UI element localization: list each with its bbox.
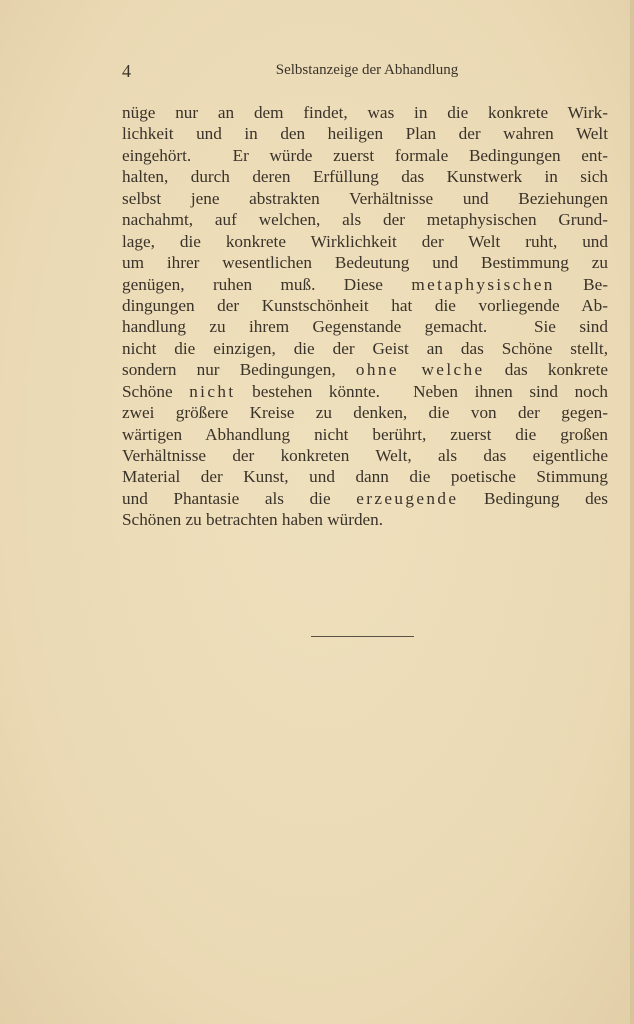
- text-line: [122, 166, 608, 187]
- text-line: [122, 466, 608, 487]
- page-number: 4: [122, 61, 131, 81]
- text-segment: zwei größere Kreise zu denken, die von der gegen-: [122, 403, 608, 423]
- text-segment: bestehen könnte. Neben ihnen sind noch: [235, 381, 608, 401]
- text-segment: selbst jene abstrakten Verhältnisse und Beziehungen: [122, 188, 608, 208]
- text-segment: Material der Kunst, und dann die poetische Stimmung: [122, 467, 608, 487]
- body-text: [122, 102, 608, 531]
- text-line: [122, 274, 608, 295]
- emphasized-text: erzeugende: [356, 488, 459, 508]
- text-line: [122, 338, 608, 359]
- text-segment: und Phantasie als die: [122, 488, 357, 508]
- text-line: [122, 509, 608, 530]
- text-segment: dingungen der Kunstschönheit hat die vorliegende Ab-: [122, 295, 608, 315]
- text-line: [122, 231, 608, 252]
- text-line: [122, 295, 608, 316]
- text-line: [122, 209, 608, 230]
- text-segment: halten, durch deren Erfüllung das Kunstwerk in sich: [122, 167, 608, 187]
- text-segment: sondern nur Bedingungen,: [122, 360, 356, 380]
- text-segment: lage, die konkrete Wirklichkeit der Welt ruht, und: [122, 231, 608, 251]
- emphasized-text: metaphysischen: [411, 274, 555, 294]
- text-segment: Schöne: [122, 381, 190, 401]
- text-line: [122, 424, 608, 445]
- text-line: [122, 316, 608, 337]
- text-line: [122, 359, 608, 380]
- emphasized-text: nicht: [189, 381, 236, 401]
- text-line: [122, 102, 608, 123]
- text-segment: genügen, ruhen muß. Diese: [122, 274, 412, 294]
- text-segment: lichkeit und in den heiligen Plan der wahren Welt: [122, 124, 608, 144]
- text-line: [122, 488, 608, 509]
- text-segment: um ihrer wesentlichen Bedeutung und Bestimmung zu: [122, 253, 608, 273]
- text-segment: nicht die einzigen, die der Geist an das Schöne stellt,: [122, 338, 608, 358]
- text-line: [122, 188, 608, 209]
- emphasized-text: ohne welche: [355, 360, 485, 380]
- text-line: [122, 445, 608, 466]
- text-segment: nachahmt, auf welchen, als der metaphysischen Grund-: [122, 210, 608, 230]
- text-line: [122, 381, 608, 402]
- text-segment: Schönen zu betrachten haben würden.: [122, 510, 384, 530]
- text-segment: nüge nur an dem findet, was in die konkrete Wirk-: [122, 103, 608, 122]
- text-segment: das konkrete: [484, 360, 609, 380]
- text-segment: Be-: [554, 274, 608, 294]
- text-segment: Bedingung des: [458, 488, 608, 508]
- text-line: [122, 145, 608, 166]
- text-line: [122, 123, 608, 144]
- text-segment: handlung zu ihrem Gegenstande gemacht. Sie sind: [122, 317, 608, 337]
- running-title: Selbstanzeige der Abhandlung: [275, 62, 459, 78]
- text-line: [122, 252, 608, 273]
- text-segment: eingehört. Er würde zuerst formale Bedingungen ent-: [122, 145, 608, 165]
- text-segment: Verhältnisse der konkreten Welt, als das eigentliche: [122, 446, 608, 465]
- text-line: [122, 402, 608, 423]
- page-edge: [630, 0, 634, 1024]
- text-segment: wärtigen Abhandlung nicht berührt, zuerst die großen: [122, 424, 608, 444]
- section-end-rule: [311, 636, 414, 637]
